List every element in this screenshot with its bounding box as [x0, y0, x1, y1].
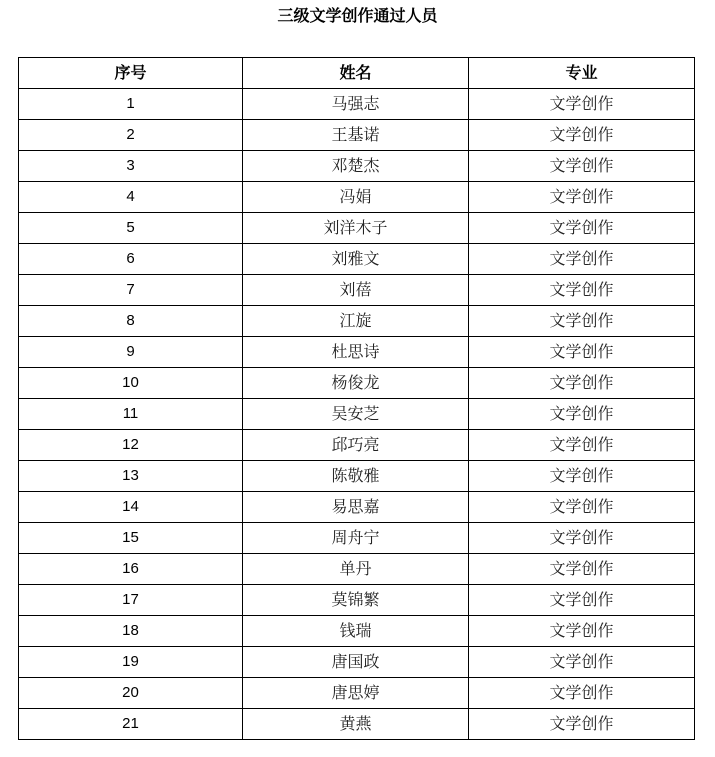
cell-name: 杨俊龙: [243, 368, 469, 399]
cell-name: 唐国政: [243, 647, 469, 678]
cell-major: 文学创作: [469, 182, 695, 213]
cell-name: 邓楚杰: [243, 151, 469, 182]
table-row: [19, 368, 695, 399]
cell-number: 6: [19, 244, 243, 275]
cell-number: 18: [19, 616, 243, 647]
cell-name: 钱瑞: [243, 616, 469, 647]
cell-name: 单丹: [243, 554, 469, 585]
cell-number: 10: [19, 368, 243, 399]
table-row: [19, 585, 695, 616]
cell-major: 文学创作: [469, 120, 695, 151]
cell-major: 文学创作: [469, 275, 695, 306]
cell-number: 11: [19, 399, 243, 430]
column-header-number: 序号: [19, 58, 243, 89]
cell-name: 邱巧亮: [243, 430, 469, 461]
cell-number: 9: [19, 337, 243, 368]
cell-name: 唐思婷: [243, 678, 469, 709]
cell-major: 文学创作: [469, 647, 695, 678]
cell-number: 13: [19, 461, 243, 492]
cell-number: 21: [19, 709, 243, 740]
table-row: [19, 89, 695, 120]
cell-number: 1: [19, 89, 243, 120]
cell-major: 文学创作: [469, 337, 695, 368]
cell-name: 吴安芝: [243, 399, 469, 430]
cell-major: 文学创作: [469, 399, 695, 430]
cell-name: 王基诺: [243, 120, 469, 151]
table-body: [19, 89, 695, 740]
cell-name: 陈敬雅: [243, 461, 469, 492]
table-row: [19, 337, 695, 368]
page-title: 三级文学创作通过人员: [277, 6, 438, 25]
table-row: [19, 120, 695, 151]
table-row: [19, 430, 695, 461]
cell-name: 刘蓓: [243, 275, 469, 306]
roster-table: [18, 57, 695, 740]
column-header-major: 专业: [469, 58, 695, 89]
cell-major: 文学创作: [469, 151, 695, 182]
table-row: [19, 306, 695, 337]
cell-major: 文学创作: [469, 492, 695, 523]
table-row: [19, 647, 695, 678]
cell-major: 文学创作: [469, 368, 695, 399]
cell-number: 5: [19, 213, 243, 244]
cell-name: 周舟宁: [243, 523, 469, 554]
cell-major: 文学创作: [469, 616, 695, 647]
cell-major: 文学创作: [469, 678, 695, 709]
table-header-row: [19, 58, 695, 89]
cell-name: 莫锦繁: [243, 585, 469, 616]
cell-name: 马强志: [243, 89, 469, 120]
table-row: [19, 399, 695, 430]
cell-number: 2: [19, 120, 243, 151]
cell-major: 文学创作: [469, 430, 695, 461]
cell-number: 20: [19, 678, 243, 709]
table-row: [19, 678, 695, 709]
table-row: [19, 213, 695, 244]
table-row: [19, 616, 695, 647]
cell-major: 文学创作: [469, 709, 695, 740]
table-row: [19, 244, 695, 275]
table-row: [19, 275, 695, 306]
column-header-name: 姓名: [243, 58, 469, 89]
cell-name: 江旋: [243, 306, 469, 337]
cell-number: 16: [19, 554, 243, 585]
cell-major: 文学创作: [469, 554, 695, 585]
cell-number: 8: [19, 306, 243, 337]
cell-number: 19: [19, 647, 243, 678]
cell-number: 12: [19, 430, 243, 461]
cell-name: 易思嘉: [243, 492, 469, 523]
cell-major: 文学创作: [469, 244, 695, 275]
cell-number: 4: [19, 182, 243, 213]
cell-major: 文学创作: [469, 213, 695, 244]
cell-major: 文学创作: [469, 461, 695, 492]
cell-number: 3: [19, 151, 243, 182]
table-row: [19, 151, 695, 182]
table-row: [19, 554, 695, 585]
table-row: [19, 523, 695, 554]
cell-number: 14: [19, 492, 243, 523]
cell-name: 刘雅文: [243, 244, 469, 275]
table-row: [19, 182, 695, 213]
cell-number: 15: [19, 523, 243, 554]
table-row: [19, 461, 695, 492]
cell-major: 文学创作: [469, 585, 695, 616]
cell-name: 黄燕: [243, 709, 469, 740]
cell-name: 杜思诗: [243, 337, 469, 368]
cell-major: 文学创作: [469, 89, 695, 120]
cell-name: 冯娟: [243, 182, 469, 213]
cell-number: 7: [19, 275, 243, 306]
cell-major: 文学创作: [469, 306, 695, 337]
cell-number: 17: [19, 585, 243, 616]
cell-major: 文学创作: [469, 523, 695, 554]
table-row: [19, 709, 695, 740]
table-row: [19, 492, 695, 523]
cell-name: 刘洋木子: [243, 213, 469, 244]
